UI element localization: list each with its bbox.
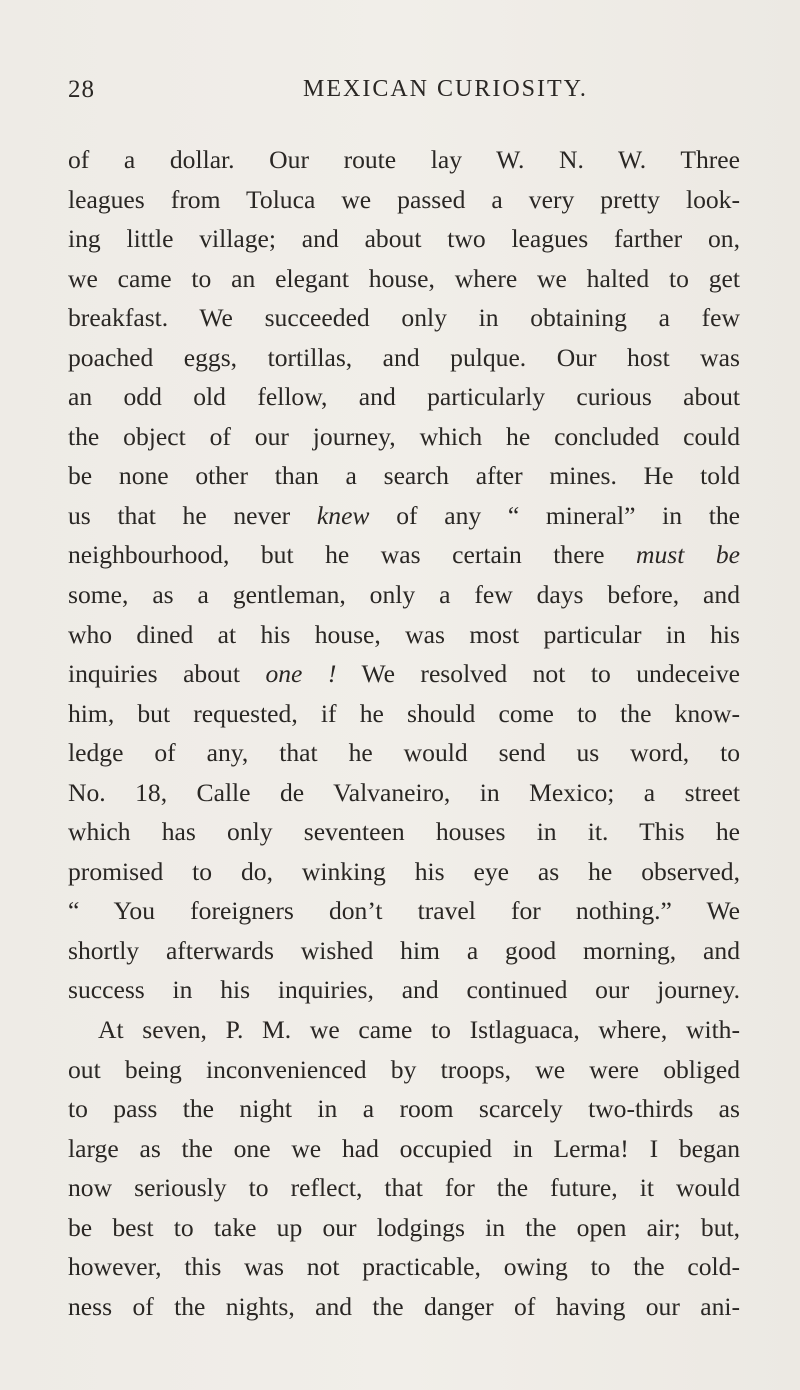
text-line: be none other than a search after mines. He told [68, 461, 740, 491]
text-line: “ You foreigners don’t travel for nothing.” We [68, 896, 740, 926]
running-head: MEXICAN CURIOSITY. [303, 76, 588, 102]
page-header [68, 76, 738, 116]
text-line: be best to take up our lodgings in the open air; but, [68, 1212, 740, 1242]
text-line: No. 18, Calle de Valvaneiro, in Mexico; a street [68, 777, 740, 807]
text-line: ness of the nights, and the danger of having our ani- [68, 1291, 740, 1321]
text-line: out being inconvenienced by troops, we were obliged [68, 1054, 740, 1084]
italic-text: must be [635, 540, 741, 570]
text-line: him, but requested, if he should come to the know- [68, 698, 740, 728]
italic-text: one ! [265, 659, 337, 689]
text-line: At seven, P. M. we came to Istlaguaca, where, with- [98, 1015, 740, 1045]
text-segment: of any “ mineral” in the [369, 500, 740, 530]
text-line [68, 535, 740, 575]
text-line [68, 496, 740, 536]
text-line: which has only seventeen houses in it. This he [68, 817, 740, 847]
text-line: breakfast. We succeeded only in obtaining a few [68, 303, 740, 333]
body-text [68, 140, 740, 1326]
text-segment: us that he never [68, 500, 317, 530]
text-segment: inquiries about [68, 659, 266, 689]
text-line: however, this was not practicable, owing to the cold- [68, 1252, 740, 1282]
italic-text: knew [316, 500, 370, 530]
text-line: who dined at his house, was most particular in his [68, 619, 740, 649]
text-line: now seriously to reflect, that for the future, it would [68, 1173, 740, 1203]
text-line: poached eggs, tortillas, and pulque. Our host was [68, 342, 740, 372]
text-segment: We resolved not to undeceive [336, 659, 740, 689]
text-line: of a dollar. Our route lay W. N. W. Three [68, 145, 740, 174]
text-line: to pass the night in a room scarcely two-thirds as [68, 1094, 740, 1124]
page-number: 28 [68, 76, 95, 103]
text-line: an odd old fellow, and particularly curious about [68, 382, 740, 412]
text-line: some, as a gentleman, only a few days before, and [68, 580, 740, 610]
text-line: large as the one we had occupied in Lerma! I began [68, 1133, 740, 1163]
text-line: the object of our journey, which he concluded could [68, 421, 740, 451]
text-line: promised to do, winking his eye as he observed, [68, 856, 740, 886]
text-line: we came to an elegant house, where we halted to get [68, 263, 740, 293]
text-line: success in his inquiries, and continued our journey. [68, 975, 740, 1005]
text-segment: neighbourhood, but he was certain there [68, 540, 636, 570]
text-line [68, 654, 740, 694]
text-line: ledge of any, that he would send us word, to [68, 738, 740, 768]
text-line: ing little village; and about two leagues farther on, [68, 224, 740, 254]
text-line: leagues from Toluca we passed a very pretty look- [68, 184, 740, 214]
text-line: shortly afterwards wished him a good morning, and [68, 935, 740, 965]
